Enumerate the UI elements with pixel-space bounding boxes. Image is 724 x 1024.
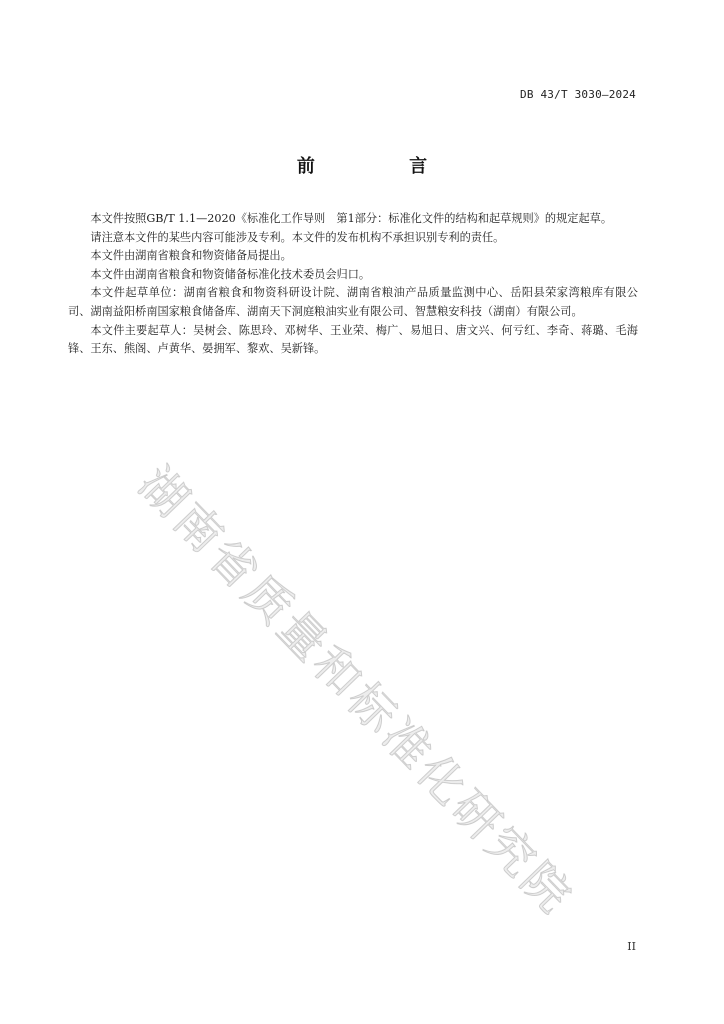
paragraph-main-drafters: 本文件主要起草人：吴树会、陈思玲、邓树华、王业荣、梅广、易旭日、唐文兴、何亏红、李奇、蒋璐、毛海锋、王东、熊阁、卢黄华、晏拥军、黎欢、吴新锋。 [68,323,638,356]
paragraph-drafting-units: 本文件起草单位：湖南省粮食和物资科研设计院、湖南省粮油产品质量监测中心、岳阳县荣家湾粮库有限公司、湖南益阳桥南国家粮食储备库、湖南天下洞庭粮油实业有限公司、智慧粮安科技（湖南）有限公司。 [68,286,638,318]
page-title: 前 言 [296,156,472,177]
paragraph-proposer: 本文件由湖南省粮食和物资储备局提出。 [90,249,292,263]
page-number: II [627,940,636,953]
document-code: DB 43/T 3030—2024 [520,88,636,101]
paragraph-centralized-by: 本文件由湖南省粮食和物资储备标准化技术委员会归口。 [90,267,371,281]
watermark: 湖南省质量和标准化研究院 [128,456,585,926]
paragraph-drafting-rules: 本文件按照GB/T 1.1—2020《标准化工作导则 第1部分：标准化文件的结构和起草规则》的规定起草。 [90,212,613,225]
paragraph-patent-notice: 请注意本文件的某些内容可能涉及专利。本文件的发布机构不承担识别专利的责任。 [90,230,505,244]
foreword-body [68,210,638,359]
